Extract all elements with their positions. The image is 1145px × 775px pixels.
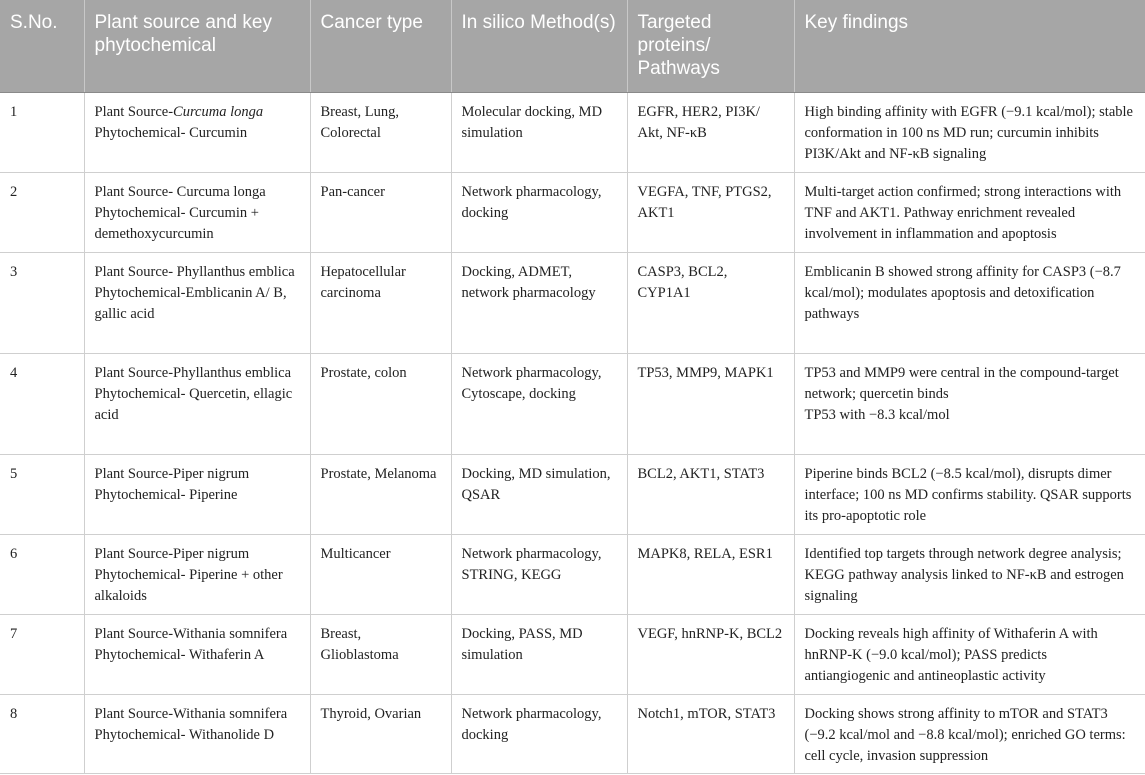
header-method: In silico Method(s): [451, 0, 627, 93]
cell-cancer: Thyroid, Ovarian: [310, 695, 451, 774]
cell-plant: [84, 253, 310, 354]
cell-method: Docking, ADMET, network pharmacology: [451, 253, 627, 354]
cell-sno: 3: [0, 253, 84, 354]
cell-sno: 1: [0, 93, 84, 173]
cell-findings: Piperine binds BCL2 (−8.5 kcal/mol), disrupts dimer interface; 100 ns MD confirms stability. QSAR supports its pro-apoptotic role: [794, 455, 1145, 535]
cell-cancer: Breast, Glioblastoma: [310, 615, 451, 695]
cell-findings: [794, 354, 1145, 455]
cell-method: Docking, MD simulation, QSAR: [451, 455, 627, 535]
cell-plant: [84, 535, 310, 615]
table-row: [0, 93, 1145, 173]
plant-source-line: Plant Source- Curcuma longa: [94, 184, 266, 200]
cell-findings: High binding affinity with EGFR (−9.1 kcal/mol); stable conformation in 100 ns MD run; curcumin inhibits PI3K/Akt and NF-κB signaling: [794, 93, 1145, 173]
cell-cancer: Pan-cancer: [310, 173, 451, 253]
cell-sno: 6: [0, 535, 84, 615]
phytochemical-line: Phytochemical-Emblicanin A/ B, gallic acid: [94, 285, 287, 322]
cell-cancer: Prostate, Melanoma: [310, 455, 451, 535]
table-row: [0, 535, 1145, 615]
cell-targets: TP53, MMP9, MAPK1: [627, 354, 794, 455]
cell-sno: 8: [0, 695, 84, 774]
phytochemical-line: Phytochemical- Piperine + other alkaloids: [94, 567, 283, 604]
plant-source-line: Plant Source-Withania somnifera: [94, 626, 288, 642]
cell-findings: Identified top targets through network degree analysis; KEGG pathway analysis linked to NF-κB and estrogen signaling: [794, 535, 1145, 615]
cell-targets: VEGFA, TNF, PTGS2, AKT1: [627, 173, 794, 253]
cell-targets: Notch1, mTOR, STAT3: [627, 695, 794, 774]
cell-plant: [84, 695, 310, 774]
cell-sno: 2: [0, 173, 84, 253]
cell-targets: VEGF, hnRNP-K, BCL2: [627, 615, 794, 695]
phytochemical-line: Phytochemical- Curcumin + demethoxycurcumin: [94, 205, 259, 242]
cell-targets: MAPK8, RELA, ESR1: [627, 535, 794, 615]
plant-source-line: Plant Source-Curcuma longa: [94, 104, 264, 120]
cell-method: Network pharmacology, Cytoscape, docking: [451, 354, 627, 455]
table-row: [0, 455, 1145, 535]
phytochemical-line: Phytochemical- Piperine: [94, 487, 238, 503]
cell-findings: Multi-target action confirmed; strong interactions with TNF and AKT1. Pathway enrichment revealed involvement in inflammation and apoptosis: [794, 173, 1145, 253]
cell-sno: 4: [0, 354, 84, 455]
table-row: [0, 695, 1145, 774]
plant-source-line: Plant Source-Withania somnifera: [94, 706, 288, 722]
plant-source-line: Plant Source-Piper nigrum: [94, 546, 250, 562]
header-sno: S.No.: [0, 0, 84, 93]
plant-species-name: Curcuma longa: [173, 104, 264, 120]
cell-plant: [84, 93, 310, 173]
cell-targets: EGFR, HER2, PI3K/ Akt, NF-κB: [627, 93, 794, 173]
phytochemical-line: Phytochemical- Curcumin: [94, 125, 248, 141]
cell-method: Docking, PASS, MD simulation: [451, 615, 627, 695]
table-row: [0, 173, 1145, 253]
header-targets: Targeted proteins/ Pathways: [627, 0, 794, 93]
phytochemical-line: Phytochemical- Withanolide D: [94, 727, 275, 743]
findings-line: TP53 with −8.3 kcal/mol: [804, 407, 950, 423]
cell-plant: [84, 455, 310, 535]
plant-source-line: Plant Source- Phyllanthus emblica: [94, 264, 295, 280]
table-row: [0, 253, 1145, 354]
cell-method: Molecular docking, MD simulation: [451, 93, 627, 173]
plant-source-line: Plant Source-Phyllanthus emblica: [94, 365, 292, 381]
cell-findings: Emblicanin B showed strong affinity for CASP3 (−8.7 kcal/mol); modulates apoptosis and detoxification pathways: [794, 253, 1145, 354]
cell-plant: [84, 615, 310, 695]
table-row: [0, 354, 1145, 455]
cell-method: Network pharmacology, STRING, KEGG: [451, 535, 627, 615]
cell-cancer: Prostate, colon: [310, 354, 451, 455]
cell-method: Network pharmacology, docking: [451, 173, 627, 253]
header-findings: Key findings: [794, 0, 1145, 93]
header-cancer-type: Cancer type: [310, 0, 451, 93]
header-row: [0, 0, 1145, 93]
plant-source-line: Plant Source-Piper nigrum: [94, 466, 250, 482]
cell-findings: Docking reveals high affinity of Withaferin A with hnRNP-K (−9.0 kcal/mol); PASS predicts antiangiogenic and antineoplastic activity: [794, 615, 1145, 695]
header-plant-source: Plant source and key phytochemical: [84, 0, 310, 93]
cell-method: Network pharmacology, docking: [451, 695, 627, 774]
cell-targets: BCL2, AKT1, STAT3: [627, 455, 794, 535]
cell-cancer: Hepatocellular carcinoma: [310, 253, 451, 354]
phytochemical-line: Phytochemical- Withaferin A: [94, 647, 265, 663]
cell-sno: 5: [0, 455, 84, 535]
cell-targets: CASP3, BCL2, CYP1A1: [627, 253, 794, 354]
cell-plant: [84, 354, 310, 455]
table-row: [0, 615, 1145, 695]
phytochemical-line: Phytochemical- Quercetin, ellagic acid: [94, 386, 293, 423]
cell-sno: 7: [0, 615, 84, 695]
cell-cancer: Multicancer: [310, 535, 451, 615]
cell-cancer: Breast, Lung, Colorectal: [310, 93, 451, 173]
cell-findings: Docking shows strong affinity to mTOR and STAT3 (−9.2 kcal/mol and −8.8 kcal/mol); enriched GO terms: cell cycle, invasion suppression: [794, 695, 1145, 774]
cell-plant: [84, 173, 310, 253]
findings-line: TP53 and MMP9 were central in the compound-target network; quercetin binds: [804, 365, 1119, 402]
